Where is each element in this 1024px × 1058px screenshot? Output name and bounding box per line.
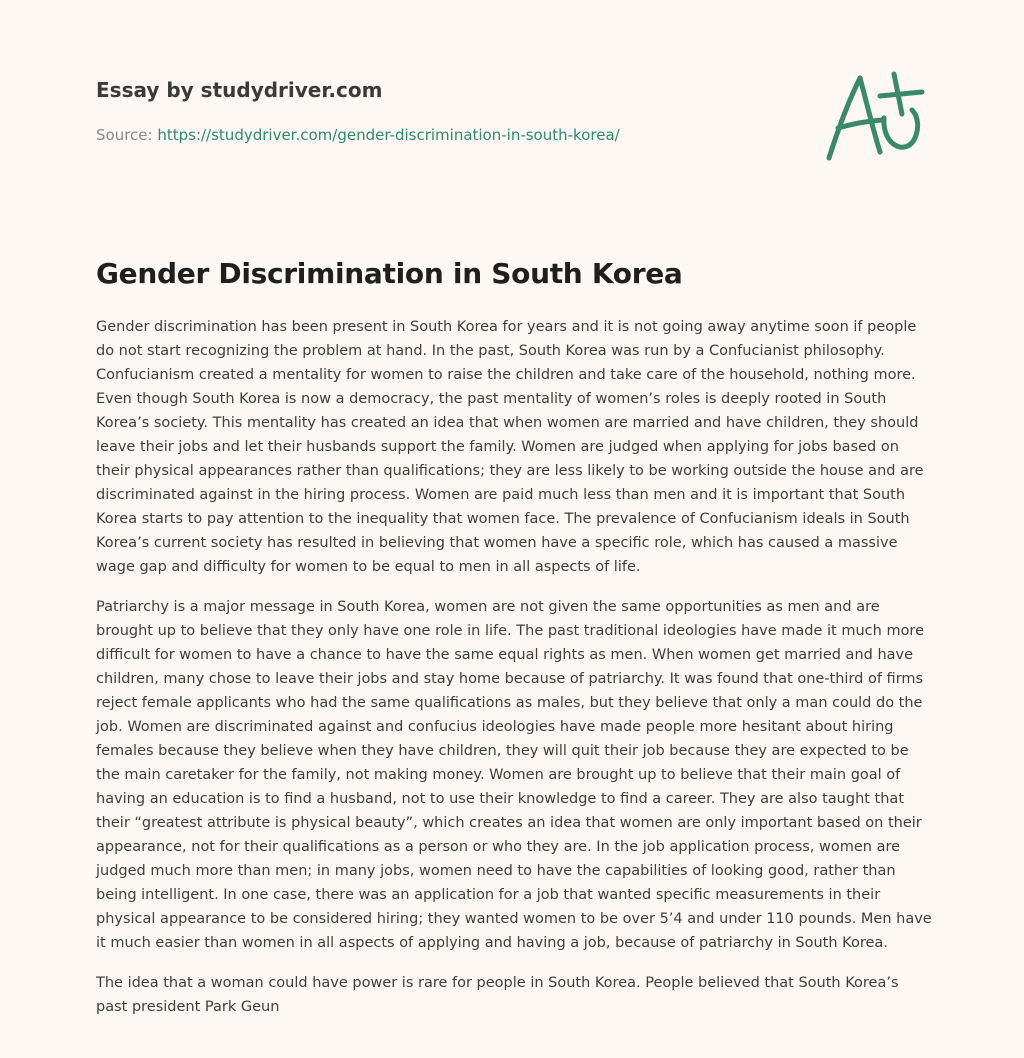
essay-title: Gender Discrimination in South Korea bbox=[96, 257, 683, 290]
essay-paragraph: Patriarchy is a major message in South Korea, women are not given the same opportunities as men and are brought up to believe that they only have one role in life. The past traditional ideologies have made it much more difficult for women to have a chance to have the same equal rights as men. When women get married and have children, many chose to leave their jobs and stay home because of patriarchy. It was found that one-third of firms reject female applicants who had the same qualifications as males, but they believe that only a man could do the job. Women are discriminated against and confucius ideologies have made people more hesitant about hiring females because they believe when they have children, they will quit their job because they are expected to be the main caretaker for the family, not making money. Women are brought up to believe that their main goal of having an education is to find a husband, not to use their knowledge to find a career. They are also taught that their “greatest attribute is physical beauty”, which creates an idea that women are only important based on their appearance, not for their qualifications as a person or who they are. In the job application process, women are judged much more than men; in many jobs, women need to have the capabilities of looking good, rather than being intelligent. In one case, there was an application for a job that wanted specific measurements in their physical appearance to be considered hiring; they wanted women to be over 5’4 and under 110 pounds. Men have it much easier than women in all aspects of applying and having a job, because of patriarchy in South Korea. bbox=[96, 599, 932, 951]
brand-title: Essay by studydriver.com bbox=[96, 78, 383, 102]
essay-paragraph: Gender discrimination has been present in South Korea for years and it is not going away anytime soon if people do not start recognizing the problem at hand. In the past, South Korea was run by a Confucianist philosophy. Confucianism created a mentality for women to raise the children and take care of the household, nothing more. Even though South Korea is now a democracy, the past mentality of women’s roles is deeply rooted in South Korea’s society. This mentality has created an idea that when women are married and have children, they should leave their jobs and let their husbands support the family. Women are judged when applying for jobs based on their physical appearances rather than qualifications; they are less likely to be working outside the house and are discriminated against in the hiring process. Women are paid much less than men and it is important that South Korea starts to pay attention to the inequality that women face. The prevalence of Confucianism ideals in South Korea’s current society has resulted in believing that women have a specific role, which has caused a massive wage gap and difficulty for women to be equal to men in all aspects of life. bbox=[96, 319, 924, 575]
source-label: Source: bbox=[96, 126, 158, 144]
essay-body bbox=[96, 315, 932, 1035]
page-header bbox=[96, 76, 796, 145]
essay-paragraph: The idea that a woman could have power is rare for people in South Korea. People believed that South Korea’s past president Park Geun bbox=[96, 975, 899, 1015]
source-line bbox=[96, 125, 796, 145]
a-plus-logo-icon bbox=[822, 66, 928, 166]
source-link[interactable]: https://studydriver.com/gender-discrimination-in-south-korea/ bbox=[157, 126, 620, 144]
